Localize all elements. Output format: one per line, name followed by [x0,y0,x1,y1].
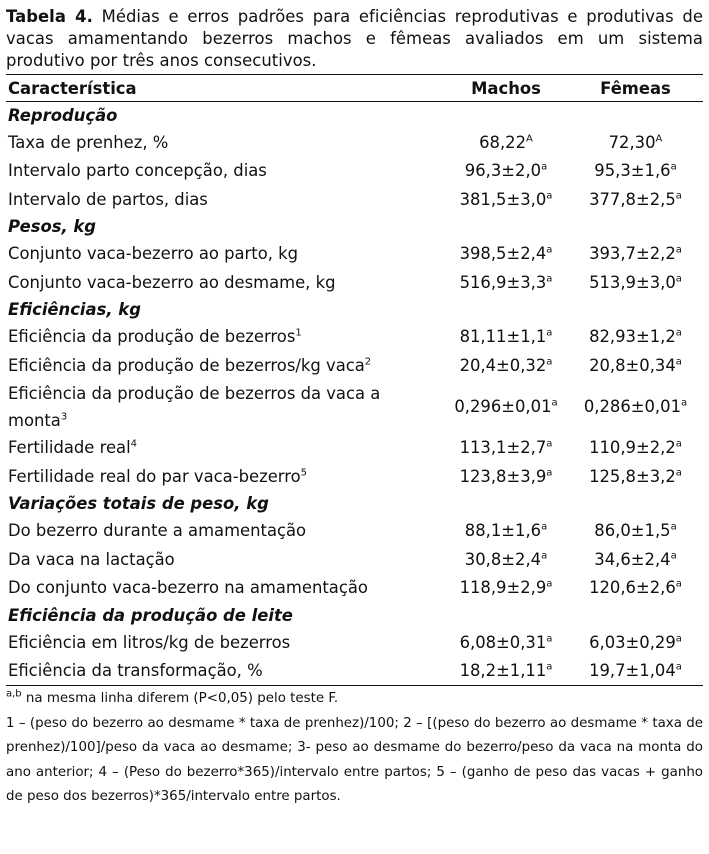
machos-value-significance: a [546,190,553,202]
row-label-text: Eficiência da produção de bezerros da vaca a monta [8,383,381,430]
femeas-value-cell [568,434,703,463]
femeas-value: 393,7±2,2 [589,244,676,264]
section-title: Eficiência da produção de leite [8,605,293,625]
machos-value-significance: a [546,578,553,590]
machos-value-significance: A [526,133,533,145]
machos-value-cell [444,434,568,463]
row-label [6,185,444,214]
machos-value: 68,22 [479,132,527,152]
femeas-value: 110,9±2,2 [589,438,676,458]
femeas-value-significance: a [670,521,677,533]
row-label-text: Eficiência em litros/kg de bezerros [8,632,291,652]
femeas-value-significance: A [655,133,663,145]
machos-value-significance: a [546,438,553,450]
row-label-text: Do conjunto vaca-bezerro na amamentação [8,578,368,598]
machos-value: 398,5±2,4 [459,244,547,264]
femeas-value: 513,9±3,0 [589,272,676,292]
row-label-footnote-ref: 3 [60,411,68,423]
row-label-text: Eficiência da produção de bezerros/kg vaca [8,355,365,375]
table-row [6,157,703,186]
header-row [6,75,703,102]
table-row [6,462,703,491]
table-row [6,545,703,574]
table-row [6,351,703,380]
row-label [6,517,444,546]
femeas-value: 20,8±0,34 [589,355,676,375]
caption-label: Tabela 4. [6,7,93,26]
femeas-value-cell [568,268,703,297]
femeas-value-significance: a [670,550,677,562]
row-label-text: Da vaca na lactação [8,549,175,569]
femeas-value-significance: a [675,661,682,673]
row-label-footnote-ref: 2 [364,356,372,368]
femeas-value-cell [568,380,703,434]
row-label [6,268,444,297]
femeas-value-cell [568,157,703,186]
row-label-text: Fertilidade real do par vaca-bezerro [8,466,301,486]
machos-value: 381,5±3,0 [459,189,547,209]
row-label-text: Eficiência da produção de bezerros [8,327,296,347]
femeas-value: 95,3±1,6 [594,161,671,181]
row-label [6,545,444,574]
femeas-value-significance: a [681,397,688,409]
row-label-footnote-ref: 1 [295,327,302,339]
row-label [6,323,444,352]
machos-value-cell [444,462,568,491]
machos-value: 113,1±2,7 [459,438,547,458]
machos-value-cell [444,185,568,214]
section-header-row [6,602,703,628]
section-title: Reprodução [8,105,118,125]
femeas-value-significance: a [675,327,682,339]
femeas-value: 34,6±2,4 [594,549,671,569]
machos-value-cell [444,323,568,352]
row-label [6,657,444,686]
machos-value: 6,08±0,31 [459,632,547,652]
machos-value-cell [444,268,568,297]
table-row [6,240,703,269]
row-label-footnote-ref: 5 [300,467,308,479]
femeas-value-cell [568,351,703,380]
femeas-value: 82,93±1,2 [589,327,676,347]
femeas-value-significance: a [675,467,682,479]
machos-value-significance: a [541,161,548,173]
machos-value-cell [444,628,568,657]
femeas-value: 6,03±0,29 [589,632,676,652]
femeas-value-significance: a [675,578,682,590]
row-label-text: Conjunto vaca-bezerro ao desmame, kg [8,272,336,292]
femeas-value: 72,30 [608,132,656,152]
row-label [6,157,444,186]
machos-value: 20,4±0,32 [459,355,547,375]
row-label [6,351,444,380]
machos-value: 18,2±1,11 [459,661,547,681]
row-label [6,574,444,603]
machos-value-significance: a [551,397,558,409]
table-row [6,380,703,434]
section-title: Eficiências, kg [8,300,141,319]
machos-value-significance: a [546,244,553,256]
header-machos: Machos [444,75,568,102]
row-label [6,240,444,269]
femeas-value-cell [568,240,703,269]
caption-text: Médias e erros padrões para eficiências reprodutivas e produtivas de vacas amamentando bezerros machos e fêmeas avaliados em um sistema produtivo por três anos consecutivos. [6,7,703,70]
femeas-value-cell [568,128,703,157]
section-title: Variações totais de peso, kg [8,494,269,513]
femeas-value: 377,8±2,5 [589,189,676,209]
section-header-row [6,214,703,240]
table-row [6,185,703,214]
femeas-value: 19,7±1,04 [589,661,676,681]
row-label-text: Intervalo parto concepção, dias [8,161,267,181]
machos-value-cell [444,157,568,186]
row-label [6,434,444,463]
data-table [6,74,703,686]
machos-value-cell [444,380,568,434]
row-label-text: Taxa de prenhez, % [8,132,169,152]
machos-value: 0,296±0,01 [454,397,552,416]
table-row [6,628,703,657]
machos-value-significance: a [546,661,553,673]
femeas-value-significance: a [675,273,682,285]
femeas-value-significance: a [675,438,682,450]
table-row [6,657,703,686]
femeas-value-significance: a [675,244,682,256]
machos-value-cell [444,657,568,686]
machos-value-significance: a [546,467,553,479]
machos-value: 88,1±1,6 [464,521,542,541]
section-header-row [6,102,703,129]
machos-value-cell [444,351,568,380]
machos-value-significance: a [546,356,553,368]
femeas-value-significance: a [670,161,677,173]
femeas-value-significance: a [675,633,682,645]
machos-value-significance: a [546,273,553,285]
table-row [6,517,703,546]
femeas-value: 0,286±0,01 [583,397,681,416]
femeas-value-cell [568,657,703,686]
table-row [6,323,703,352]
machos-value-cell [444,240,568,269]
footnote-significance-text: na mesma linha diferem (P<0,05) pelo teste F. [21,691,339,706]
femeas-value-cell [568,545,703,574]
section-header-row [6,491,703,517]
table-row [6,128,703,157]
table-caption [6,6,703,72]
header-femeas: Fêmeas [568,75,703,102]
table-row [6,268,703,297]
machos-value: 30,8±2,4 [464,549,542,569]
machos-value-cell [444,574,568,603]
row-label-text: Fertilidade real [8,438,131,458]
machos-value-cell [444,545,568,574]
femeas-value: 125,8±3,2 [589,466,676,486]
machos-value: 516,9±3,3 [459,272,547,292]
row-label [6,628,444,657]
footnote-significance-sup: a,b [6,688,22,700]
row-label-text: Conjunto vaca-bezerro ao parto, kg [8,244,299,264]
machos-value: 81,11±1,1 [459,327,547,347]
machos-value: 118,9±2,9 [459,578,547,598]
header-caracteristica: Característica [6,75,444,102]
row-label-footnote-ref: 4 [130,438,138,450]
table-row [6,574,703,603]
footnotes [6,687,703,810]
row-label [6,462,444,491]
femeas-value: 86,0±1,5 [594,521,671,541]
row-label-text: Intervalo de partos, dias [8,189,208,209]
machos-value: 123,8±3,9 [459,466,547,486]
machos-value-significance: a [541,550,548,562]
footnote-significance [6,687,703,712]
section-header-row [6,297,703,323]
femeas-value-cell [568,574,703,603]
machos-value: 96,3±2,0 [464,161,542,181]
femeas-value: 120,6±2,6 [589,578,676,598]
femeas-value-cell [568,628,703,657]
row-label [6,128,444,157]
femeas-value-significance: a [675,190,682,202]
table-row [6,434,703,463]
femeas-value-significance: a [675,356,682,368]
femeas-value-cell [568,185,703,214]
footnote-definitions: 1 – (peso do bezerro ao desmame * taxa de prenhez)/100; 2 – [(peso do bezerro ao desmame * taxa de prenhez)/100]/peso da vaca ao desmame; 3- peso ao desmame do bezerro/peso da vaca na monta do ano anterior; 4 – (Peso do bezerro*365)/intervalo entre partos; 5 – (ganho de peso das vacas + ganho de peso dos bezerros)*365/intervalo entre partos. [6,715,703,804]
row-label-text: Eficiência da transformação, % [8,661,263,681]
femeas-value-cell [568,323,703,352]
machos-value-significance: a [541,521,548,533]
femeas-value-cell [568,462,703,491]
table-body [6,102,703,686]
row-label [6,380,444,434]
section-title: Pesos, kg [8,217,97,236]
machos-value-cell [444,128,568,157]
machos-value-significance: a [546,633,553,645]
machos-value-cell [444,517,568,546]
row-label-text: Do bezerro durante a amamentação [8,521,307,541]
femeas-value-cell [568,517,703,546]
machos-value-significance: a [546,327,553,339]
